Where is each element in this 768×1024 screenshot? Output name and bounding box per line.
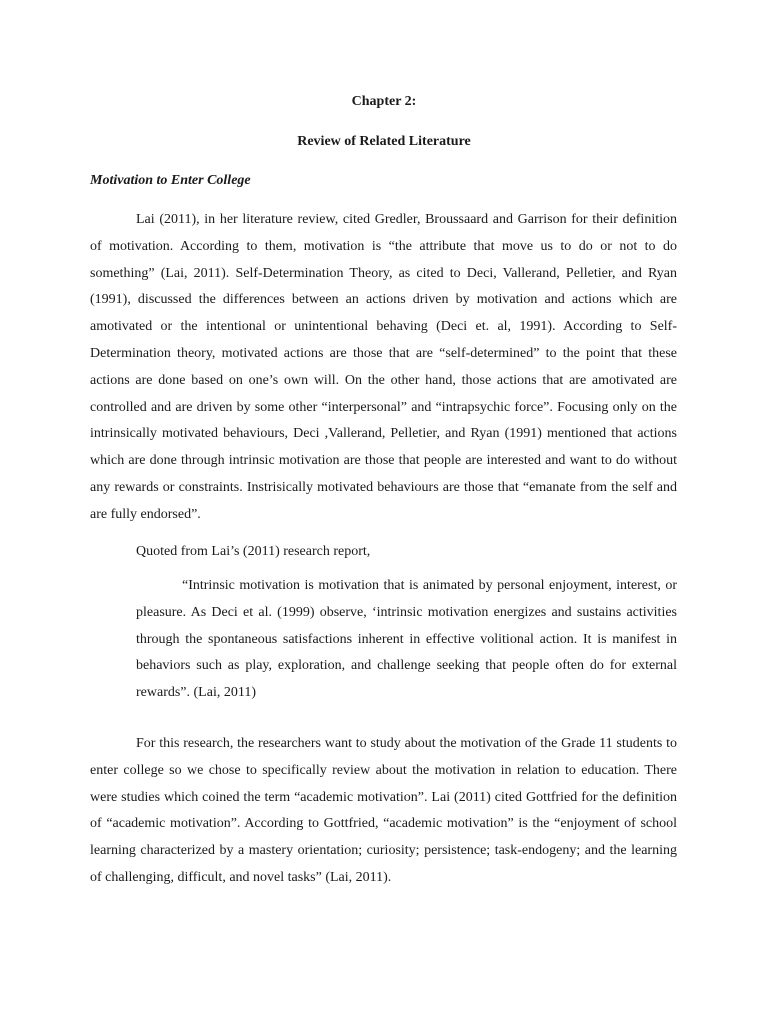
page-title: Review of Related Literature xyxy=(297,134,471,149)
section-heading: Motivation to Enter College xyxy=(90,173,251,188)
block-quote-intrinsic-motivation: “Intrinsic motivation is motivation that is animated by personal enjoyment, interest, or pleasure. As Deci et al. (1999) observe, ‘intrinsic motivation energizes and sustains activities through the spontaneous satisfactions inherent in effective volitional action. It is manifest in behaviors such as play, exploration, and challenge seeking that people often do for external rewards”. (Lai, 2011) xyxy=(136,578,677,701)
paragraph-definition-of-motivation: Lai (2011), in her literature review, cited Gredler, Broussaard and Garrison for their definition of motivation. According to them, motivation is “the attribute that move us to do or not to do something” (Lai, 2011). Self-Determination Theory, as cited to Deci, Vallerand, Pelletier, and Ryan (1991), discussed the differences between an actions driven by motivation and actions which are amotivated or the intentional or unintentional behaving (Deci et. al, 1991). According to Self-Determination theory, motivated actions are those that are “self-determined” to the point that these actions are done based on one’s own will. On the other hand, those actions that are amotivated are controlled and are driven by some other “interpersonal” and “intrapsychic force”. Focusing only on the intrinsically motivated behaviours, Deci ,Vallerand, Pelletier, and Ryan (1991) mentioned that actions which are done through intrinsic motivation are those that people are interested and want to do without any rewards or constraints. Instrisically motivated behaviours are those that “emanate from the self and are fully endorsed”. xyxy=(90,212,677,522)
paragraph-academic-motivation: For this research, the researchers want to study about the motivation of the Grade 11 students to enter college so we chose to specifically review about the motivation in relation to education. There were studies which coined the term “academic motivation”. Lai (2011) cited Gottfried for the definition of “academic motivation”. According to Gottfried, “academic motivation” is the “enjoyment of school learning characterized by a mastery orientation; curiosity; persistence; task-endogeny; and the learning of challenging, difficult, and novel tasks” (Lai, 2011). xyxy=(90,736,677,885)
chapter-heading: Chapter 2: xyxy=(351,94,417,109)
paragraph-quote-intro: Quoted from Lai’s (2011) research report, xyxy=(136,544,371,559)
